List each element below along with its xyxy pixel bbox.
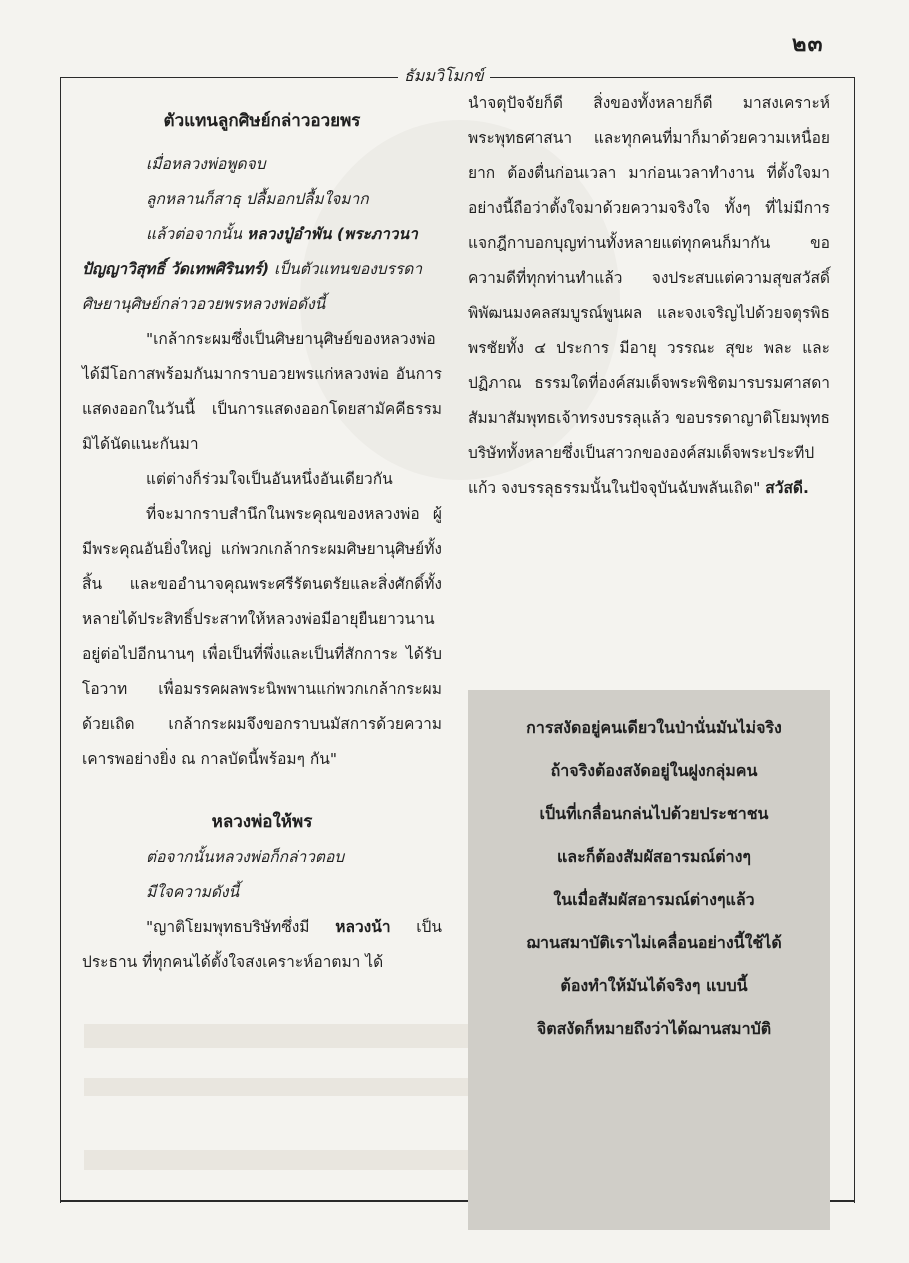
monk-name: หลวงปู่อำพัน (พระภาวนาปัญญาวิสุทธิ์ วัดเทพศิรินทร์) bbox=[82, 225, 418, 278]
quote-line: ต้องทำให้มันได้จริงๆ แบบนี้ bbox=[560, 976, 748, 995]
running-header: ธัมมวิโมกข์ bbox=[398, 64, 490, 89]
blessing-start: "ญาติโยมพุทธบริษัทซึ่งมี bbox=[146, 918, 336, 936]
quote-line: ถ้าจริงต้องสงัดอยู่ในฝูงกลุ่มคน bbox=[550, 761, 758, 780]
blessing-rest: เป็นประธาน ที่ทุกคนได้ตั้งใจสงเคราะห์อาตมา ได้ bbox=[82, 918, 442, 971]
intro-then: แล้วต่อจากนั้น bbox=[146, 225, 247, 243]
speech-paragraph: แต่ต่างก็ร่วมใจเป็นอันหนึ่งอันเดียวกัน bbox=[146, 470, 393, 488]
right-column bbox=[468, 86, 830, 506]
blessing-line: ต่อจากนั้นหลวงพ่อก็กล่าวตอบ bbox=[146, 848, 345, 866]
intro-line: ลูกหลานก็สาธุ ปลื้มอกปลื้มใจมาก bbox=[146, 190, 369, 208]
continued-text: นำจตุปัจจัยก็ดี สิ่งของทั้งหลายก็ดี มาสงเคราะห์พระพุทธศาสนา และทุกคนที่มาก็มาด้วยความเหนื่อยยาก ต้องตื่นก่อนเวลา มาก่อนเวลาทำงาน ที่ตั้งใจมาอย่างนี้ถือว่าตั้งใจมาด้วยความจริงใจ ทั้งๆ ที่ไม่มีการแจกฎีกาบอกบุญท่านทั้งหลายแต่ทุกคนก็มากัน ขอความดีที่ทุกท่านทำแล้ว จงประสบแต่ความสุขสวัสดิ์พิพัฒนมงคลสมบูรณ์พูนผล และจงเจริญไปด้วยจตุรพิธพรชัยทั้ง ๔ ประการ มีอายุ วรรณะ สุขะ พละ และปฏิภาณ ธรรมใดที่องค์สมเด็จพระพิชิตมารบรมศาสดาสัมมาสัมพุทธเจ้าทรงบรรลุแล้ว ขอบรรดาญาติโยมพุทธบริษัททั้งหลายซึ่งเป็นสาวกขององค์สมเด็จพระประทีปแก้ว จงบรรลุธรรมนั้นในปัจจุบันฉับพลันเถิด" bbox=[468, 94, 830, 497]
blessing-line: มีใจความดังนี้ bbox=[146, 883, 240, 901]
quote-line: จิตสงัดก็หมายถึงว่าได้ฌานสมาบัติ bbox=[536, 1019, 772, 1038]
speech-paragraph: ที่จะมากราบสำนึกในพระคุณของหลวงพ่อ ผู้มีพระคุณอันยิ่งใหญ่ แก่พวกเกล้ากระผมศิษยานุศิษย์ทั้งสิ้น และขออำนาจคุณพระศรีรัตนตรัยและสิ่งศักดิ์ทั้งหลายได้ประสิทธิ์ประสาทให้หลวงพ่อมีอายุยืนยาวนานอยู่ต่อไปอีกนานๆ เพื่อเป็นที่พึ่งและเป็นที่สักการะ ได้รับโอวาท เพื่อมรรคผลพระนิพพานแก่พวกเกล้ากระผมด้วยเถิด เกล้ากระผมจึงขอกราบนมัสการด้วยความเคารพอย่างยิ่ง ณ กาลบัดนี้พร้อมๆ กัน" bbox=[82, 505, 442, 768]
page-number: ๒๓ bbox=[792, 32, 824, 57]
section-heading: หลวงพ่อให้พร bbox=[211, 812, 313, 832]
quote-line: ฌานสมาบัติเราไม่เคลื่อนอย่างนี้ใช้ได้ bbox=[526, 933, 782, 952]
quote-box bbox=[478, 706, 830, 1050]
blessing-paragraph bbox=[82, 910, 442, 980]
intro-paragraph bbox=[82, 217, 442, 322]
left-column bbox=[82, 104, 442, 980]
quote-line: และก็ต้องสัมผัสอารมณ์ต่างๆ bbox=[556, 847, 752, 866]
quote-line: การสงัดอยู่คนเดียวในป่านั่นมันไม่จริง bbox=[526, 718, 782, 737]
blessing-name: หลวงน้า bbox=[335, 918, 391, 936]
intro-rest: เป็นตัวแทนของบรรดาศิษยานุศิษย์กล่าวอวยพรหลวงพ่อดังนี้ bbox=[82, 260, 423, 313]
closing-word: สวัสดี. bbox=[765, 479, 809, 497]
quote-line: ในเมื่อสัมผัสอารมณ์ต่างๆแล้ว bbox=[553, 890, 755, 909]
speech-paragraph: "เกล้ากระผมซึ่งเป็นศิษยานุศิษย์ของหลวงพ่อ ได้มีโอกาสพร้อมกันมากราบอวยพรแก่หลวงพ่อ อันการแสดงออกในวันนี้ เป็นการแสดงออกโดยสามัคคีธรรม มิได้นัดแนะกันมา bbox=[82, 330, 442, 453]
section-heading: ตัวแทนลูกศิษย์กล่าวอวยพร bbox=[163, 111, 361, 131]
intro-line: เมื่อหลวงพ่อพูดจบ bbox=[146, 155, 266, 173]
quote-line: เป็นที่เกลื่อนกล่นไปด้วยประชาชน bbox=[539, 804, 769, 823]
continued-paragraph bbox=[468, 86, 830, 506]
